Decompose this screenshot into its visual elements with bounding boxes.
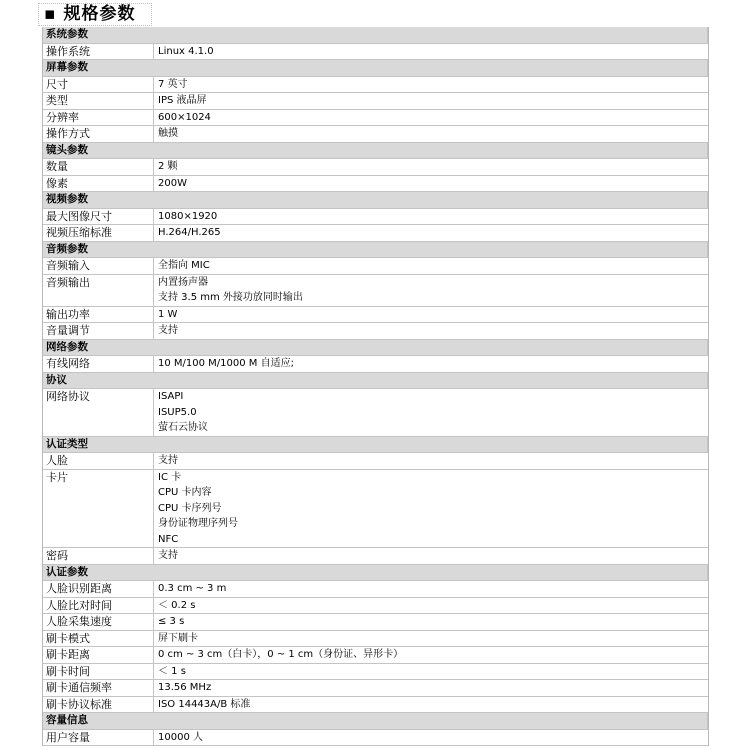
spec-value-line: 内置扬声器 — [158, 276, 208, 288]
spec-label: 分辨率 — [43, 110, 154, 126]
spec-row — [43, 598, 708, 615]
spec-value-line: ＜ 1 s — [158, 665, 186, 677]
spec-value — [154, 730, 708, 746]
spec-value-line: NFC — [158, 533, 179, 545]
spec-value-line: 触摸 — [158, 128, 178, 139]
spec-value-line: 1080×1920 — [158, 210, 218, 222]
spec-row — [43, 664, 708, 681]
section-header-row — [43, 242, 708, 259]
spec-label: 卡片 — [43, 470, 154, 548]
spec-value-line: 屏下刷卡 — [158, 632, 198, 644]
page-title-text: 规格参数 — [63, 4, 136, 24]
spec-value — [154, 159, 708, 175]
section-header-row — [43, 340, 708, 357]
spec-label: 音频输入 — [43, 258, 154, 274]
spec-label: 输出功率 — [43, 307, 154, 323]
section-header-label: 认证类型 — [43, 437, 708, 453]
spec-value — [154, 631, 708, 647]
spec-row — [43, 614, 708, 631]
spec-value-line: ＜ 0.2 s — [158, 599, 196, 611]
spec-value — [154, 307, 708, 323]
spec-row — [43, 77, 708, 94]
section-header-label: 认证参数 — [43, 565, 708, 581]
spec-row — [43, 209, 708, 226]
spec-label: 刷卡协议标准 — [43, 697, 154, 713]
spec-value — [154, 44, 708, 60]
section-header-row — [43, 143, 708, 160]
spec-row — [43, 548, 708, 565]
section-header-label: 镜头参数 — [43, 143, 708, 159]
spec-value-line: 7 英寸 — [158, 78, 188, 90]
spec-value-line: CPU 卡内容 — [158, 487, 212, 498]
spec-label: 最大图像尺寸 — [43, 209, 154, 225]
spec-row — [43, 110, 708, 127]
spec-value — [154, 647, 708, 663]
section-header-label: 协议 — [43, 373, 708, 389]
spec-label: 密码 — [43, 548, 154, 564]
spec-value-line: 身份证物理序列号 — [158, 518, 238, 529]
spec-row — [43, 159, 708, 176]
spec-value-line: 全指向 MIC — [158, 260, 210, 271]
spec-row — [43, 225, 708, 242]
spec-row — [43, 631, 708, 648]
spec-label: 音频输出 — [43, 275, 154, 306]
page-title: ▪ 规格参数 — [44, 4, 136, 24]
spec-value-line: 0 cm ~ 3 cm（白卡），0 ~ 1 cm（身份证、异形卡） — [158, 649, 404, 660]
spec-label: 操作系统 — [43, 44, 154, 60]
spec-value-line: 600×1024 — [158, 111, 211, 123]
spec-value — [154, 680, 708, 696]
spec-value — [154, 664, 708, 680]
spec-value — [154, 275, 708, 306]
section-header-row — [43, 437, 708, 454]
spec-value — [154, 389, 708, 436]
spec-value-line: 0.3 cm ~ 3 m — [158, 583, 227, 594]
spec-value-line: ISO 14443A/B 标准 — [158, 698, 251, 710]
spec-value-line: Linux 4.1.0 — [158, 45, 214, 57]
spec-label: 视频压缩标准 — [43, 225, 154, 241]
spec-value — [154, 581, 708, 597]
spec-row — [43, 389, 708, 437]
spec-value — [154, 93, 708, 109]
section-header-label: 系统参数 — [43, 27, 708, 43]
spec-label: 音量调节 — [43, 323, 154, 339]
spec-value — [154, 176, 708, 192]
spec-value — [154, 209, 708, 225]
section-header-label: 屏幕参数 — [43, 60, 708, 76]
spec-value-line: 支持 — [158, 325, 178, 336]
spec-row — [43, 356, 708, 373]
spec-label: 网络协议 — [43, 389, 154, 436]
section-header-row — [43, 713, 708, 730]
spec-row — [43, 307, 708, 324]
spec-value — [154, 453, 708, 469]
section-header-row — [43, 192, 708, 209]
spec-value-line: 支持 — [158, 550, 178, 561]
spec-label: 刷卡时间 — [43, 664, 154, 680]
spec-value-line: 支持 3.5 mm 外接功放同时输出 — [158, 292, 303, 303]
spec-label: 像素 — [43, 176, 154, 192]
spec-row — [43, 258, 708, 275]
section-header-label: 视频参数 — [43, 192, 708, 208]
spec-row — [43, 323, 708, 340]
spec-value — [154, 697, 708, 713]
spec-label: 人脸识别距离 — [43, 581, 154, 597]
spec-row — [43, 647, 708, 664]
spec-row — [43, 176, 708, 193]
spec-value — [154, 356, 708, 372]
spec-row — [43, 93, 708, 110]
spec-label: 刷卡模式 — [43, 631, 154, 647]
spec-value — [154, 614, 708, 630]
spec-value — [154, 126, 708, 142]
spec-value — [154, 77, 708, 93]
spec-value-line: 2 颗 — [158, 161, 178, 172]
spec-row — [43, 680, 708, 697]
spec-value-line: 萤石云协议 — [158, 422, 208, 433]
spec-value-line: 10000 人 — [158, 731, 203, 743]
spec-value-line: IPS 液晶屏 — [158, 95, 207, 106]
section-header-row — [43, 565, 708, 582]
spec-value-line: IC 卡 — [158, 471, 182, 483]
spec-value-line: ≤ 3 s — [158, 616, 185, 627]
spec-label: 操作方式 — [43, 126, 154, 142]
spec-value — [154, 598, 708, 614]
spec-row — [43, 730, 708, 747]
spec-label: 有线网络 — [43, 356, 154, 372]
spec-value-line: 1 W — [158, 308, 178, 320]
spec-value-line: 支持 — [158, 455, 178, 466]
section-header-label: 音频参数 — [43, 242, 708, 258]
spec-label: 人脸采集速度 — [43, 614, 154, 630]
spec-label: 尺寸 — [43, 77, 154, 93]
spec-value — [154, 548, 708, 564]
spec-row — [43, 470, 708, 549]
spec-value-line: 10 M/100 M/1000 M 自适应; — [158, 358, 294, 369]
spec-value — [154, 323, 708, 339]
spec-label: 刷卡距离 — [43, 647, 154, 663]
section-header-row — [43, 60, 708, 77]
spec-table — [42, 27, 709, 746]
spec-value-line: 200W — [158, 177, 187, 189]
section-header-row — [43, 373, 708, 390]
spec-label: 人脸比对时间 — [43, 598, 154, 614]
spec-value — [154, 110, 708, 126]
spec-row — [43, 126, 708, 143]
spec-row — [43, 275, 708, 307]
section-header-label: 网络参数 — [43, 340, 708, 356]
spec-row — [43, 44, 708, 61]
spec-value — [154, 470, 708, 548]
spec-label: 类型 — [43, 93, 154, 109]
section-header-label: 容量信息 — [43, 713, 708, 729]
spec-row — [43, 453, 708, 470]
spec-label: 人脸 — [43, 453, 154, 469]
spec-label: 刷卡通信频率 — [43, 680, 154, 696]
spec-row — [43, 581, 708, 598]
spec-value-line: CPU 卡序列号 — [158, 502, 222, 514]
spec-label: 用户容量 — [43, 730, 154, 746]
spec-value-line: H.264/H.265 — [158, 227, 221, 238]
spec-value — [154, 225, 708, 241]
spec-value-line: 13.56 MHz — [158, 682, 212, 693]
spec-value-line: ISUP5.0 — [158, 406, 197, 418]
section-header-row — [43, 27, 708, 44]
spec-row — [43, 697, 708, 714]
spec-value — [154, 258, 708, 274]
spec-label: 数量 — [43, 159, 154, 175]
spec-value-line: ISAPI — [158, 391, 184, 402]
